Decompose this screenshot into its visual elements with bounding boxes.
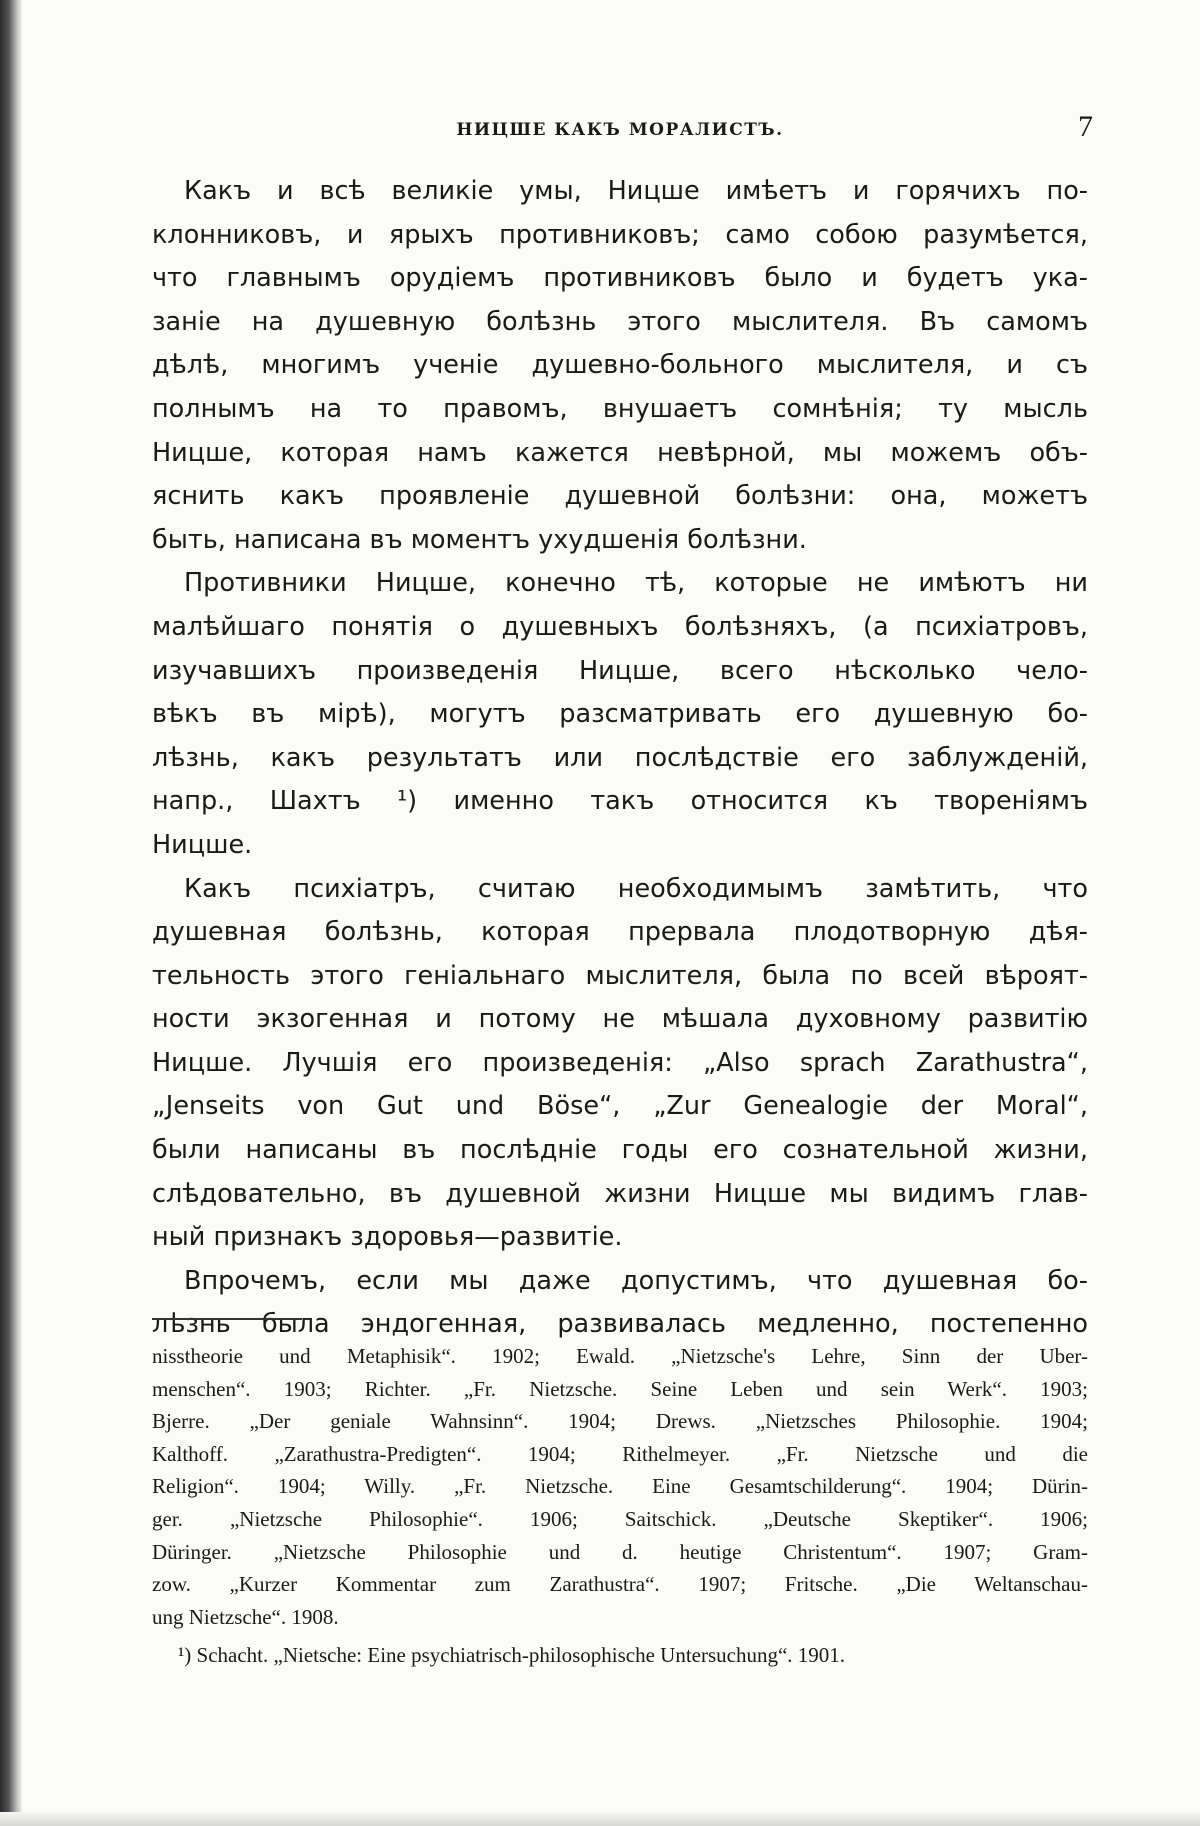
body-line: быть, написана въ моментъ ухудшенія болѣзни. bbox=[152, 524, 807, 555]
body-line: полнымъ на то правомъ, внушаетъ сомнѣнія; ту мысль bbox=[152, 393, 1088, 424]
body-line: Ницше. Лучшія его произведенія: „Also sprach Zarathustra“, bbox=[152, 1047, 1088, 1078]
body-line: напр., Шахтъ ¹) именно такъ относится къ твореніямъ bbox=[152, 786, 1088, 817]
page-bottom-edge bbox=[0, 1812, 1200, 1826]
body-line: изучавшихъ произведенія Ницше, всего нѣсколько чело- bbox=[152, 655, 1088, 686]
body-line: яснить какъ проявленіе душевной болѣзни: она, можетъ bbox=[152, 481, 1088, 512]
book-binding-edge bbox=[0, 0, 22, 1826]
footnote-line: zow. „Kurzer Kommentar zum Zarathustra“. 1907; Fritsche. „Die Weltanschau- bbox=[152, 1572, 1088, 1597]
body-line: заніе на душевную болѣзнь этого мыслителя. Въ самомъ bbox=[152, 306, 1088, 337]
body-line: дѣлѣ, многимъ ученіе душевно-больного мыслителя, и съ bbox=[152, 350, 1088, 381]
body-line: тельность этого геніальнаго мыслителя, была по всей вѣроят- bbox=[152, 960, 1088, 991]
footnote-line: Religion“. 1904; Willy. „Fr. Nietzsche. Eine Gesamtschilderung“. 1904; Dürin- bbox=[152, 1474, 1088, 1499]
page-number: 7 bbox=[1078, 110, 1093, 143]
footnote-divider bbox=[152, 1318, 302, 1320]
running-title: НИЦШЕ КАКЪ МОРАЛИСТЪ. bbox=[456, 120, 784, 140]
body-line: ный признакъ здоровья—развитіе. bbox=[152, 1222, 623, 1253]
body-line: ности экзогенная и потому не мѣшала духовному развитію bbox=[152, 1004, 1088, 1035]
body-line: Какъ психіатръ, считаю необходимымъ замѣтить, что bbox=[184, 873, 1088, 904]
body-line: были написаны въ послѣдніе годы его сознательной жизни, bbox=[152, 1135, 1088, 1166]
body-text bbox=[152, 170, 1088, 1347]
footnote-line: ger. „Nietzsche Philosophie“. 1906; Saitschick. „Deutsche Skeptiker“. 1906; bbox=[152, 1506, 1088, 1531]
footnote-1: ¹) Schacht. „Nietsche: Eine psychiatrisch-philosophische Untersuchung“. 1901. bbox=[178, 1643, 846, 1668]
footnote-line: ung Nietzsche“. 1908. bbox=[152, 1604, 339, 1629]
footnote-line: Düringer. „Nietzsche Philosophie und d. heutige Christentum“. 1907; Gram- bbox=[152, 1539, 1088, 1564]
body-line: Ницше, которая намъ кажется невѣрной, мы можемъ объ- bbox=[152, 437, 1088, 468]
footnote-line: Kalthoff. „Zarathustra-Predigten“. 1904; Rithelmeyer. „Fr. Nietzsche und die bbox=[152, 1441, 1088, 1466]
footnote-line: Bjerre. „Der geniale Wahnsinn“. 1904; Drews. „Nietzsches Philosophie. 1904; bbox=[152, 1409, 1088, 1434]
footnote-line: menschen“. 1903; Richter. „Fr. Nietzsche. Seine Leben und sein Werk“. 1903; bbox=[152, 1376, 1088, 1401]
body-line: Ницше. bbox=[152, 829, 253, 860]
footnote-line: nisstheorie und Metaphisik“. 1902; Ewald. „Nietzsche's Lehre, Sinn der Uber- bbox=[152, 1344, 1088, 1368]
body-line: Впрочемъ, если мы даже допустимъ, что душевная бо- bbox=[184, 1265, 1088, 1296]
body-line: лѣзнь была эндогенная, развивалась медленно, постепенно bbox=[152, 1309, 1088, 1340]
body-line: душевная болѣзнь, которая прервала плодотворную дѣя- bbox=[152, 917, 1088, 948]
body-line: вѣкъ въ мірѣ), могутъ разсматривать его душевную бо- bbox=[152, 699, 1088, 730]
body-line: клонниковъ, и ярыхъ противниковъ; само собою разумѣется, bbox=[152, 219, 1088, 250]
body-line: слѣдовательно, въ душевной жизни Ницше мы видимъ глав- bbox=[152, 1178, 1088, 1209]
footnotes bbox=[152, 1340, 1088, 1672]
running-head bbox=[150, 110, 1093, 150]
body-line: Какъ и всѣ великіе умы, Ницше имѣетъ и горячихъ по- bbox=[184, 176, 1088, 206]
body-line: что главнымъ орудіемъ противниковъ было и будетъ ука- bbox=[152, 263, 1088, 294]
body-line: малѣйшаго понятія о душевныхъ болѣзняхъ, (а психіатровъ, bbox=[152, 611, 1088, 642]
body-line: Противники Ницше, конечно тѣ, которые не имѣютъ ни bbox=[184, 568, 1088, 599]
body-line: лѣзнь, какъ результатъ или послѣдствіе его заблужденій, bbox=[152, 742, 1088, 773]
body-line: „Jenseits von Gut und Böse“, „Zur Genealogie der Moral“, bbox=[152, 1091, 1088, 1122]
